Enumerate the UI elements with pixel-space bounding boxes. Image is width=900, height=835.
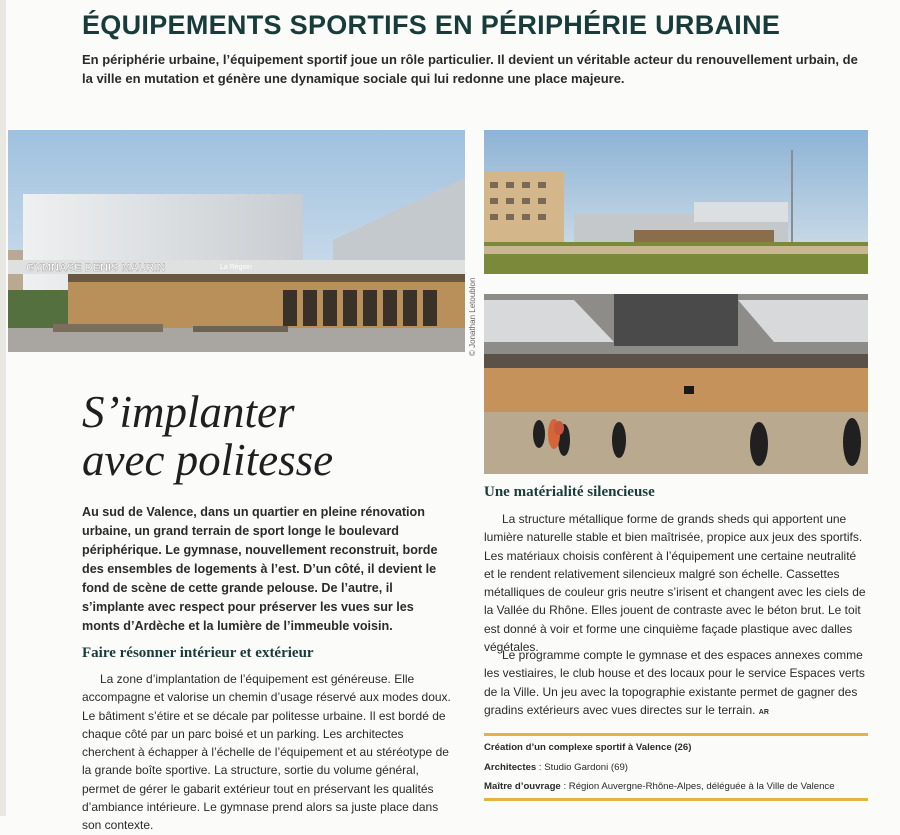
section-body-program <box>484 646 868 722</box>
project-credits-box <box>484 733 868 801</box>
page-intro: En périphérie urbaine, l’équipement sportif joue un rôle particulier. Il devient un véritable acteur du renouvellement urbain, de la ville en mutation et génère une dynamique sociale qui lui redonne une place majeure. <box>82 52 858 86</box>
paragraph: La zone d’implantation de l’équipement est généreuse. Elle accompagne et valorise un chemin d’usage réservé aux modes doux. Le bâtiment s’étire et se décale par politesse urbaine. Il est bordé de chaque côté par un parc boisé et un parking. Les architectes cherchent à échapper à l’échelle de l’équipement et au stéréotype de la grande boîte sportive. La structure, sortie du volume général, permet de gérer le gabarit extérieur tout en préservant les qualités d’ambiance intérieure. Le gymnase prend alors sa juste place dans son contexte. <box>82 672 451 833</box>
complex-aerial-photo <box>484 130 868 274</box>
credits-owner-line <box>484 781 835 792</box>
gym-sign-text: GYMNASE DENIS MAURIN <box>26 262 166 274</box>
section-body-resonance <box>82 670 456 835</box>
page-edge <box>0 0 6 816</box>
paragraph <box>484 646 868 722</box>
credits-architects-line <box>484 762 628 773</box>
article-lead: Au sud de Valence, dans un quartier en pleine rénovation urbaine, un grand terrain de sport longe le boulevard périphérique. Le gymnase, nouvellement reconstruit, borde des ensembles de logements à l’est. D’un côté, il devient le fond de scène de cette grande pelouse. De l’autre, il s’implante avec respect pour préserver les vues sur les monts d’Ardèche et la lumière de l’immeuble voisin. <box>82 505 438 633</box>
credits-architects-label: Architectes <box>484 762 537 773</box>
credits-owner-label: Maître d’ouvrage <box>484 781 561 792</box>
photo-credit: © Jonathan Letoublon <box>468 277 477 356</box>
article-headline <box>82 388 333 484</box>
paragraph-text: Le programme compte le gymnase et des espaces annexes comme les vestiaires, le club house et des locaux pour le service Espaces verts de la Ville. Un jeu avec la topographie existante permet de gagner des gradins extérieurs avec vues directes sur le terrain. <box>484 648 865 717</box>
gymnasium-interior-photo <box>484 294 868 474</box>
credits-top-rule <box>484 733 868 736</box>
credits-bottom-rule <box>484 798 868 801</box>
page-title: ÉQUIPEMENTS SPORTIFS EN PÉRIPHÉRIE URBAINE <box>82 10 781 40</box>
credits-architects-value: : Studio Gardoni (69) <box>536 762 628 773</box>
section-heading-materiality: Une matérialité silencieuse <box>484 484 655 500</box>
credits-owner-value: : Région Auvergne-Rhône-Alpes, déléguée à la Ville de Valence <box>560 781 835 792</box>
gymnasium-exterior-photo <box>8 130 465 352</box>
credits-project: Création d’un complexe sportif à Valence (26) <box>484 742 692 753</box>
section-body-materiality <box>484 510 868 656</box>
section-heading-resonance: Faire résonner intérieur et extérieur <box>82 645 314 661</box>
headline-line-2: avec politesse <box>82 435 334 485</box>
headline-line-1: S’implanter <box>82 387 295 437</box>
paragraph: La structure métallique forme de grands sheds qui apportent une lumière naturelle stable et bien maîtrisée, propice aux jeux des sportifs. Les matériaux choisis confèrent à l’équipement une certaine neutralité et le rendent relativement silencieux malgré son échelle. Cassettes métalliques de couleur gris neutre s’irisent et changent avec les ciels de la Vallée du Rhône. Elles jouent de contraste avec le béton brut. Le toit est donné à voir et forme une cinquième façade plastique avec dalles végétales. <box>484 512 866 655</box>
author-signature: AR <box>758 708 769 716</box>
credits-project-line <box>484 742 691 753</box>
gym-sign-logo: La Région <box>220 264 252 271</box>
